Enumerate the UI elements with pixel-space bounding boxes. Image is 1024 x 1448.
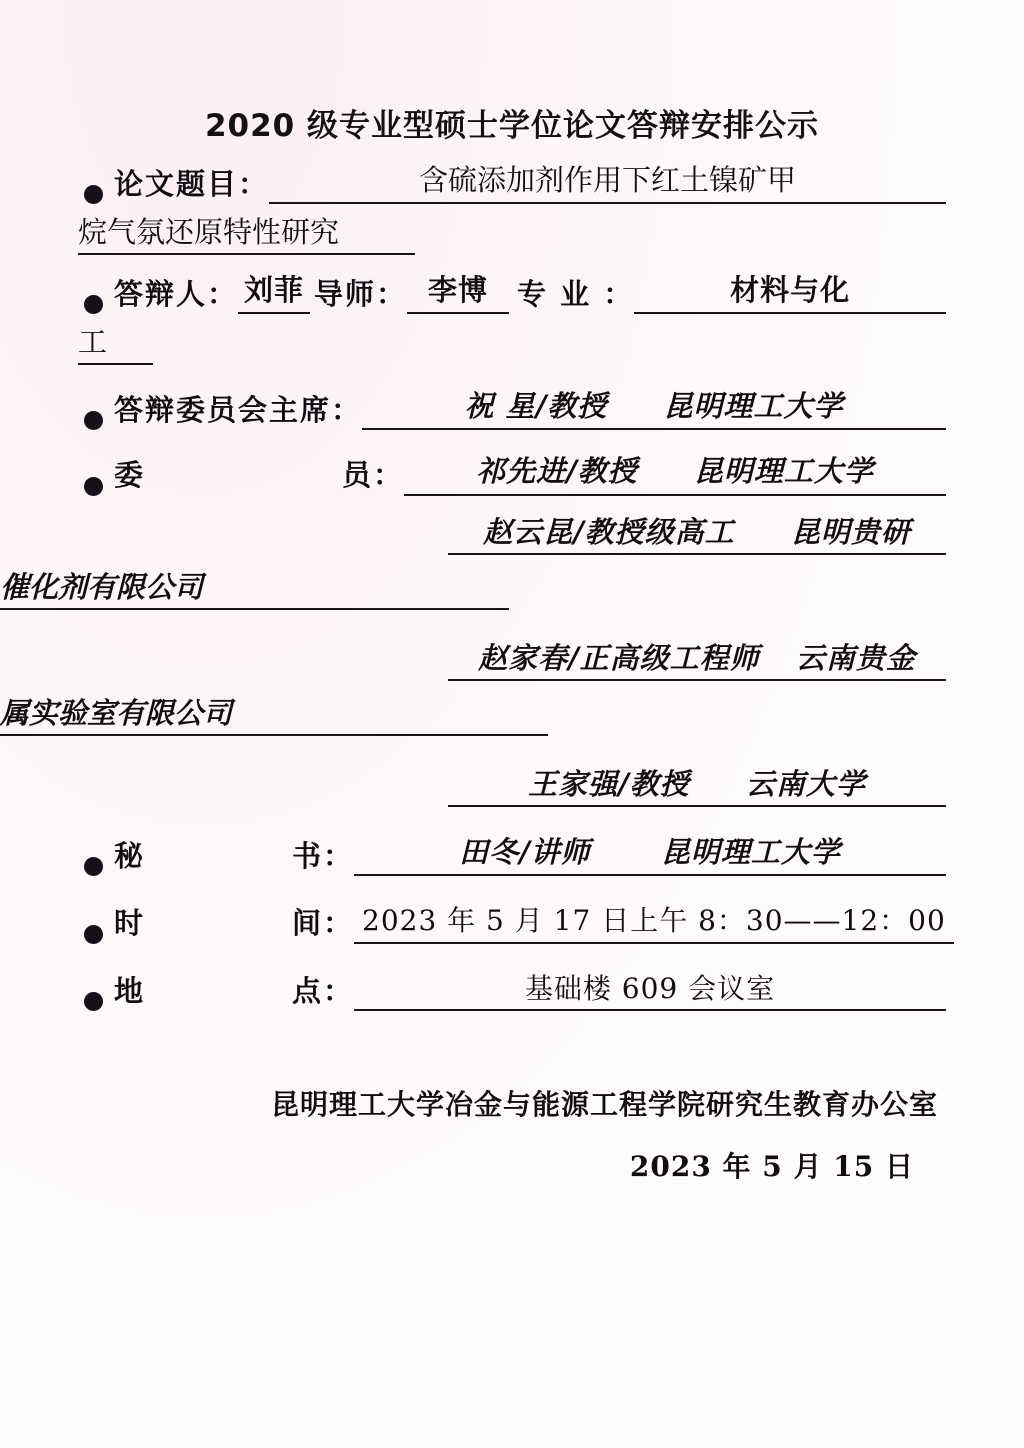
advisor-name: 李博	[407, 271, 509, 314]
time-label	[114, 904, 354, 943]
defender-name: 刘菲	[238, 271, 310, 314]
member-4-affiliation: 云南大学	[745, 766, 866, 801]
secretary-label	[114, 837, 354, 876]
member-1-affiliation: 昆明理工大学	[693, 454, 874, 489]
place-row	[78, 970, 946, 1012]
footer-issuer: 昆明理工大学冶金与能源工程学院研究生教育办公室	[270, 1088, 938, 1122]
member-row-3	[78, 636, 946, 681]
place-label-left: 地	[114, 974, 146, 1009]
chair-name: 祝 星/教授	[464, 389, 608, 424]
member-4-value	[448, 762, 946, 807]
underline-filler	[209, 565, 509, 610]
members-label	[114, 456, 404, 495]
footer-date: 2023 年 5 月 15 日	[629, 1150, 914, 1184]
secretary-value	[354, 833, 946, 876]
underline-filler	[238, 691, 548, 736]
chair-row	[78, 387, 946, 430]
defender-label: 答辩人：	[114, 277, 239, 312]
bullet-icon	[78, 295, 108, 314]
major-label: 专 业 ：	[517, 277, 635, 312]
indent-spacer	[78, 762, 448, 807]
secretary-label-right: 书：	[291, 838, 354, 873]
thesis-title-row	[78, 161, 946, 204]
bullet-icon	[78, 925, 108, 944]
place-value: 基础楼 609 会议室	[354, 970, 946, 1012]
bullet-icon	[78, 411, 108, 430]
bullet-icon	[78, 992, 108, 1011]
members-label-left: 委	[114, 458, 146, 493]
bullet-icon	[78, 477, 108, 496]
member-2-affiliation: 昆明贵研	[790, 514, 911, 549]
thesis-title-value-line1: 含硫添加剂作用下红土镍矿甲	[269, 161, 946, 204]
thesis-title-value-line2: 烷气氛还原特性研究	[78, 210, 345, 255]
chair-affiliation: 昆明理工大学	[663, 389, 844, 424]
members-label-right: 员：	[341, 458, 404, 493]
member-3-affiliation: 云南贵金	[795, 640, 916, 675]
member-row-4	[78, 762, 946, 807]
chair-value	[362, 387, 946, 430]
major-underline-tail	[113, 320, 153, 365]
thesis-title-label: 论文题目：	[114, 167, 270, 201]
member-2-wrap-row	[0, 565, 946, 610]
member-3-name: 赵家春/正高级工程师	[478, 640, 760, 675]
bullet-icon	[78, 857, 108, 876]
member-row-1	[78, 452, 946, 495]
page-title: 2020 级专业型硕士学位论文答辩安排公示	[204, 108, 820, 144]
advisor-label: 导师：	[314, 277, 408, 312]
time-label-left: 时	[114, 906, 146, 941]
member-4-name: 王家强/教授	[528, 766, 690, 801]
place-label	[114, 972, 354, 1011]
member-3-affiliation-wrap: 属实验室有限公司	[0, 691, 238, 736]
indent-spacer	[78, 510, 448, 555]
member-3-wrap-row	[0, 691, 946, 736]
secretary-affiliation: 昆明理工大学	[660, 834, 841, 869]
thesis-title-row-2	[78, 210, 946, 255]
time-row	[78, 902, 946, 944]
indent-spacer	[78, 636, 448, 681]
member-1-name: 祁先进/教授	[476, 454, 638, 489]
major-value-line2: 工	[78, 320, 113, 365]
chair-label: 答辩委员会主席：	[114, 393, 363, 428]
member-2-name: 赵云昆/教授级高工	[483, 514, 735, 549]
defender-row	[78, 271, 946, 314]
secretary-label-left: 秘	[114, 838, 146, 873]
secretary-row	[78, 833, 946, 876]
major-row-2	[78, 320, 946, 365]
member-2-affiliation-wrap: 催化剂有限公司	[0, 565, 209, 610]
time-value: 2023 年 5 月 17 日上午 8：30——12：00	[354, 902, 954, 944]
member-2-value	[448, 510, 946, 555]
secretary-name: 田冬/讲师	[459, 834, 591, 869]
thesis-title-underline-tail	[345, 210, 415, 255]
bullet-icon	[78, 185, 108, 204]
member-3-value	[448, 636, 946, 681]
major-value: 材料与化	[634, 271, 946, 314]
footer	[78, 1083, 946, 1185]
place-label-right: 点：	[291, 974, 354, 1009]
time-label-right: 间：	[291, 906, 354, 941]
member-row-2	[78, 510, 946, 555]
member-1-value	[404, 452, 946, 495]
